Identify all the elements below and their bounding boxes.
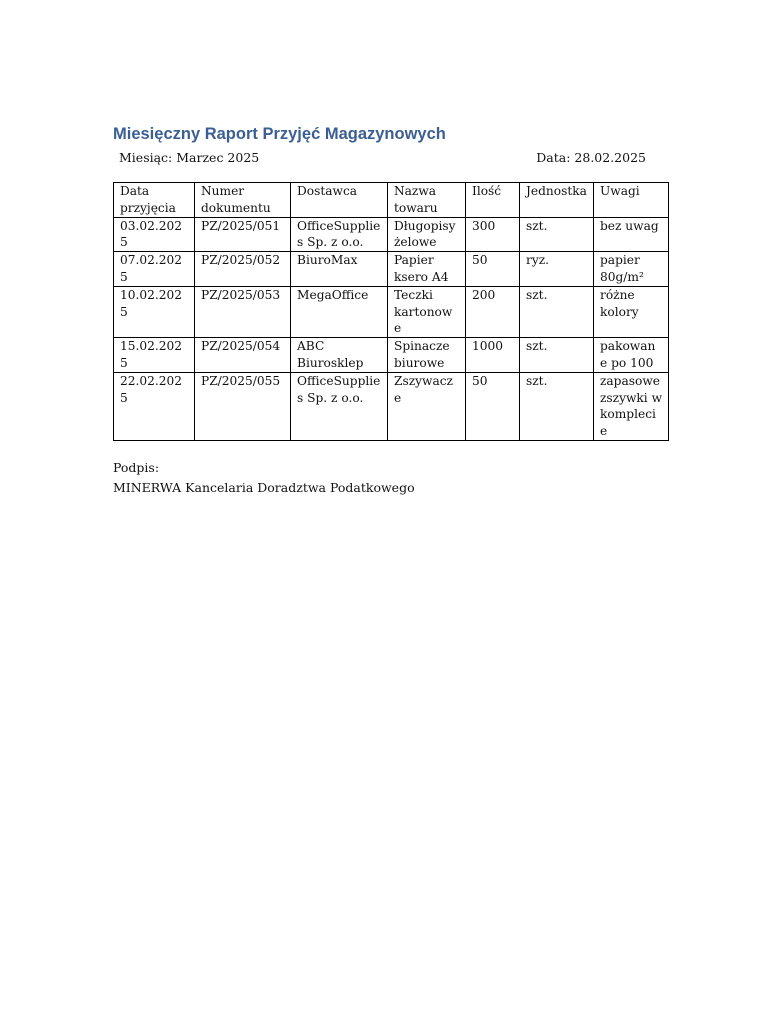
- cell-quantity: 300: [466, 217, 520, 252]
- cell-supplier: OfficeSupplies Sp. z o.o.: [291, 217, 388, 252]
- header-item-name: Nazwa towaru: [388, 183, 466, 218]
- cell-notes: papier 80g/m²: [594, 252, 669, 287]
- table-header-row: [114, 183, 669, 218]
- signature-label: Podpis:: [113, 460, 160, 475]
- cell-unit: szt.: [520, 286, 594, 337]
- cell-item-name: Teczki kartonowe: [388, 286, 466, 337]
- header-doc-number: Numer dokumentu: [195, 183, 291, 218]
- cell-notes: pakowane po 100: [594, 338, 669, 373]
- header-unit: Jednostka: [520, 183, 594, 218]
- cell-item-name: Papier ksero A4: [388, 252, 466, 287]
- table-row: [114, 252, 669, 287]
- cell-unit: ryz.: [520, 252, 594, 287]
- cell-notes: bez uwag: [594, 217, 669, 252]
- cell-doc-number: PZ/2025/054: [195, 338, 291, 373]
- cell-date: 03.02.2025: [114, 217, 195, 252]
- cell-supplier: OfficeSupplies Sp. z o.o.: [291, 372, 388, 440]
- signature-block: [113, 458, 415, 497]
- cell-supplier: ABC Biurosklep: [291, 338, 388, 373]
- month-label: Miesiąc: Marzec 2025: [119, 150, 260, 165]
- cell-doc-number: PZ/2025/053: [195, 286, 291, 337]
- table-row: [114, 338, 669, 373]
- cell-unit: szt.: [520, 372, 594, 440]
- header-supplier: Dostawca: [291, 183, 388, 218]
- cell-supplier: BiuroMax: [291, 252, 388, 287]
- cell-unit: szt.: [520, 338, 594, 373]
- table-row: [114, 286, 669, 337]
- cell-date: 22.02.2025: [114, 372, 195, 440]
- receipts-table: [113, 182, 669, 441]
- signature-company: MINERWA Kancelaria Doradztwa Podatkowego: [113, 479, 415, 495]
- cell-quantity: 1000: [466, 338, 520, 373]
- date-label: Data: 28.02.2025: [536, 150, 646, 165]
- cell-quantity: 50: [466, 252, 520, 287]
- cell-doc-number: PZ/2025/051: [195, 217, 291, 252]
- table-row: [114, 217, 669, 252]
- cell-date: 07.02.2025: [114, 252, 195, 287]
- cell-quantity: 200: [466, 286, 520, 337]
- cell-supplier: MegaOffice: [291, 286, 388, 337]
- cell-unit: szt.: [520, 217, 594, 252]
- cell-notes: różne kolory: [594, 286, 669, 337]
- cell-date: 10.02.2025: [114, 286, 195, 337]
- cell-item-name: Długopisy żelowe: [388, 217, 466, 252]
- header-date: Data przyjęcia: [114, 183, 195, 218]
- page-title: Miesięczny Raport Przyjęć Magazynowych: [113, 125, 446, 143]
- cell-item-name: Zszywacze: [388, 372, 466, 440]
- cell-quantity: 50: [466, 372, 520, 440]
- cell-doc-number: PZ/2025/055: [195, 372, 291, 440]
- cell-notes: zapasowe zszywki w komplecie: [594, 372, 669, 440]
- meta-row: [119, 150, 646, 166]
- cell-doc-number: PZ/2025/052: [195, 252, 291, 287]
- cell-item-name: Spinacze biurowe: [388, 338, 466, 373]
- cell-date: 15.02.2025: [114, 338, 195, 373]
- table-row: [114, 372, 669, 440]
- header-notes: Uwagi: [594, 183, 669, 218]
- header-quantity: Ilość: [466, 183, 520, 218]
